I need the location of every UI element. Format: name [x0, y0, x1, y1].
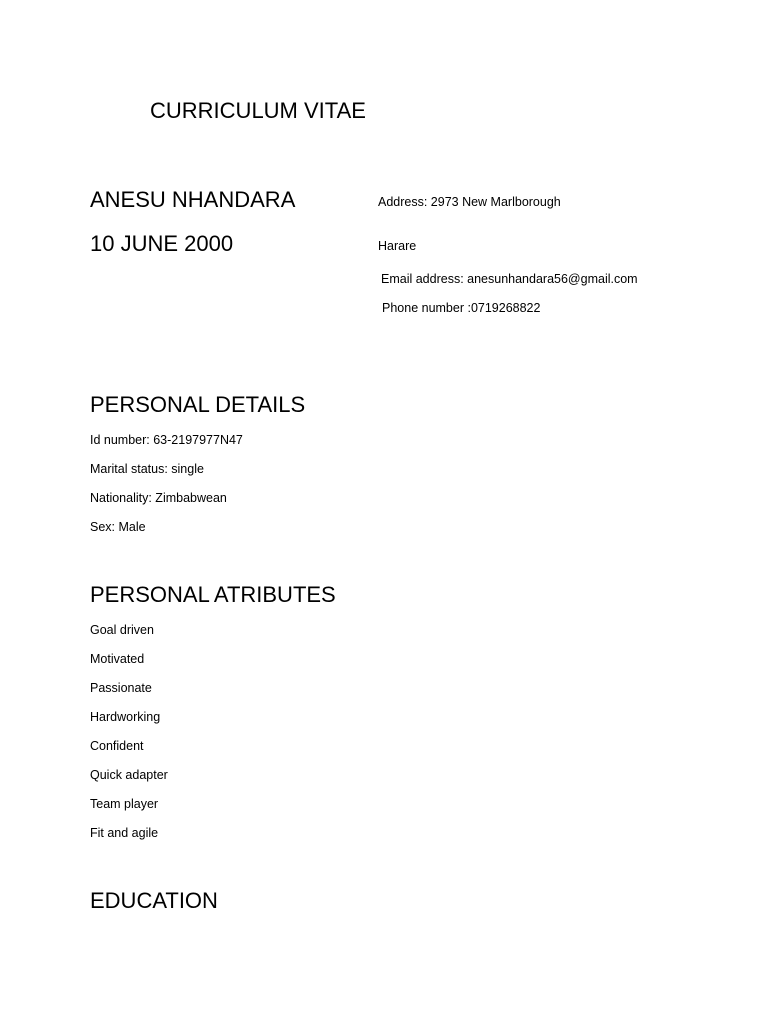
- personal-details-list: [90, 434, 243, 550]
- personal-attributes-heading: PERSONAL ATRIBUTES: [90, 582, 336, 607]
- personal-attributes-list: [90, 624, 168, 856]
- list-item: Goal driven: [90, 623, 154, 637]
- list-item: Team player: [90, 797, 159, 811]
- list-item: Fit and agile: [90, 826, 159, 840]
- list-item: Nationality: Zimbabwean: [90, 491, 227, 505]
- list-item: Confident: [90, 739, 144, 753]
- phone-number: Phone number :0719268822: [382, 301, 541, 315]
- list-item: Motivated: [90, 652, 145, 666]
- document-title: CURRICULUM VITAE: [150, 98, 366, 123]
- list-item: Id number: 63-2197977N47: [90, 433, 243, 447]
- address-line-2: Harare: [378, 239, 417, 253]
- address-line-1: Address: 2973 New Marlborough: [378, 195, 561, 209]
- list-item: Hardworking: [90, 710, 161, 724]
- date-of-birth: 10 JUNE 2000: [90, 231, 234, 256]
- list-item: Quick adapter: [90, 768, 168, 782]
- applicant-name: ANESU NHANDARA: [90, 187, 296, 212]
- email-address: Email address: anesunhandara56@gmail.com: [381, 272, 638, 286]
- list-item: Sex: Male: [90, 520, 146, 534]
- list-item: Passionate: [90, 681, 152, 695]
- list-item: Marital status: single: [90, 462, 204, 476]
- personal-details-heading: PERSONAL DETAILS: [90, 392, 306, 417]
- education-heading: EDUCATION: [90, 888, 218, 913]
